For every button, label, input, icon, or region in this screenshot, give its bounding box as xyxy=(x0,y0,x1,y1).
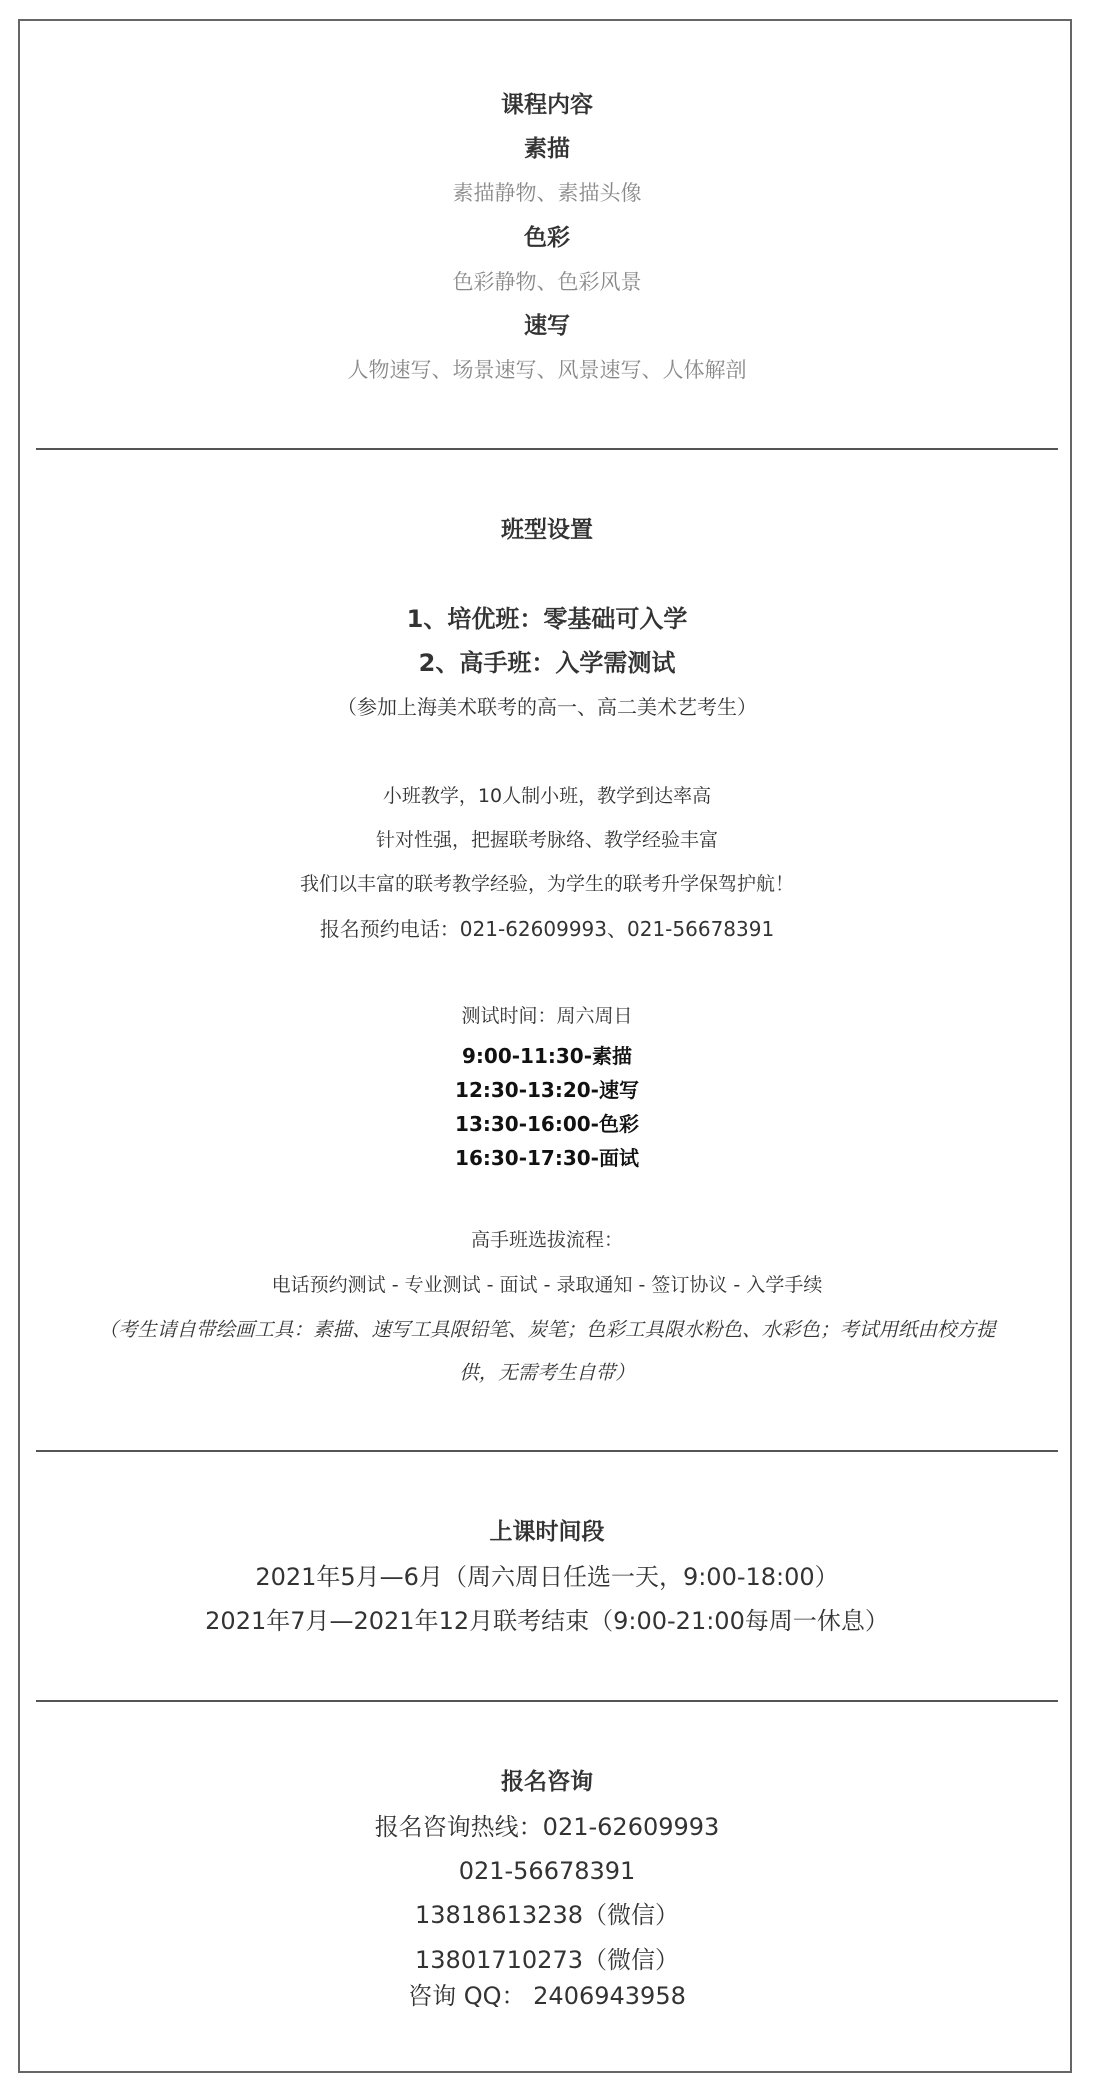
signup-phone: 报名预约电话：021-62609993、021-56678391 xyxy=(319,917,775,941)
classes-section-title: 班型设置 xyxy=(501,517,593,543)
schedule-item: 12:30-13:20-速写 xyxy=(455,1078,639,1102)
time-line-1: 2021年5月—6月（周六周日任选一天，9:00-18:00） xyxy=(255,1563,839,1591)
section-divider xyxy=(36,1700,1058,1702)
feature-2: 针对性强，把握联考脉络、教学经验丰富 xyxy=(375,829,718,851)
class-note: （参加上海美术联考的高一、高二美术艺考生） xyxy=(337,695,757,719)
contact-section-title: 报名咨询 xyxy=(501,1769,593,1795)
feature-1: 小班教学，10人制小班，教学到达率高 xyxy=(382,785,712,807)
section-divider xyxy=(36,448,1058,450)
test-time-label: 测试时间：周六周日 xyxy=(461,1005,633,1027)
sketch-description: 素描静物、素描头像 xyxy=(452,181,642,205)
time-line-2: 2021年7月—2021年12月联考结束（9:00-21:00每周一休息） xyxy=(205,1607,889,1635)
contact-phone-2: 021-56678391 xyxy=(458,1857,636,1885)
contact-qq: 咨询 QQ： 2406943958 xyxy=(408,1982,686,2010)
contact-wechat-1: 13818613238（微信） xyxy=(415,1901,679,1929)
tools-note-line-1: （考生请自带绘画工具：素描、速写工具限铅笔、炭笔；色彩工具限水粉色、水彩色；考试用纸由校方提 xyxy=(98,1318,996,1341)
color-title: 色彩 xyxy=(524,225,570,251)
time-section-title: 上课时间段 xyxy=(489,1519,605,1545)
selection-process: 电话预约测试 - 专业测试 - 面试 - 录取通知 - 签订协议 - 入学手续 xyxy=(271,1274,823,1296)
course-section-title: 课程内容 xyxy=(501,92,593,118)
contact-wechat-2: 13801710273（微信） xyxy=(415,1946,679,1974)
class-type-2: 2、高手班：入学需测试 xyxy=(418,649,676,677)
quick-sketch-description: 人物速写、场景速写、风景速写、人体解剖 xyxy=(347,358,747,382)
color-description: 色彩静物、色彩风景 xyxy=(452,270,642,294)
tools-note-line-2: 供，无需考生自带） xyxy=(459,1361,635,1384)
class-type-1: 1、培优班：零基础可入学 xyxy=(406,605,688,633)
contact-hotline: 报名咨询热线：021-62609993 xyxy=(374,1813,720,1841)
quick-sketch-title: 速写 xyxy=(524,313,570,339)
feature-3: 我们以丰富的联考教学经验，为学生的联考升学保驾护航！ xyxy=(299,873,794,895)
sketch-title: 素描 xyxy=(524,136,570,162)
schedule-item: 16:30-17:30-面试 xyxy=(455,1146,639,1170)
schedule-item: 13:30-16:00-色彩 xyxy=(455,1112,639,1136)
process-label: 高手班选拔流程： xyxy=(470,1229,623,1251)
section-divider xyxy=(36,1450,1058,1452)
schedule-item: 9:00-11:30-素描 xyxy=(461,1044,632,1068)
